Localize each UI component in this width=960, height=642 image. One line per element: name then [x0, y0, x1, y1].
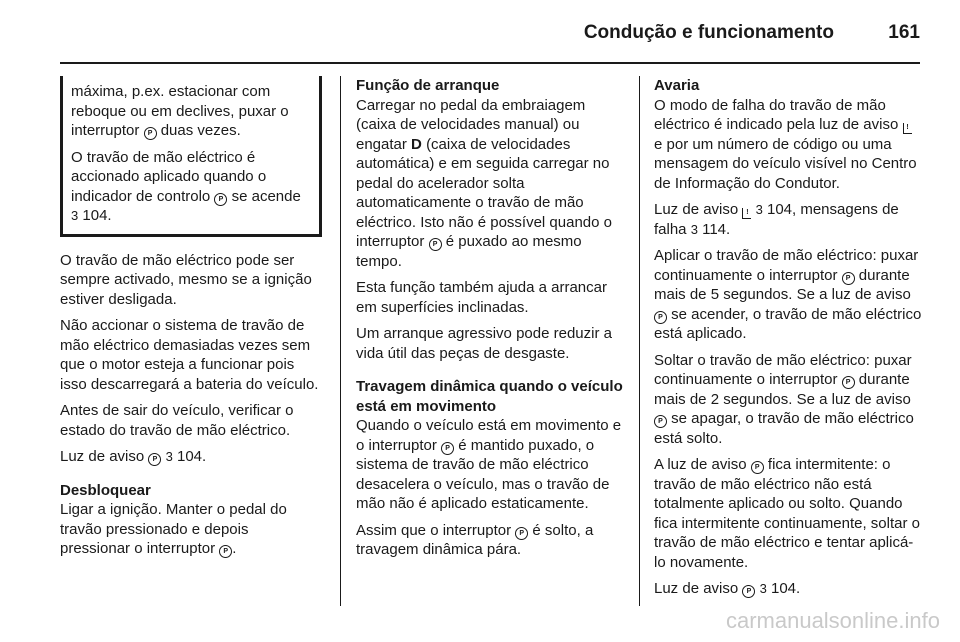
parking-brake-icon: P: [144, 127, 157, 140]
paragraph: Assim que o interruptor P é solto, a travagem dinâmica pára.: [356, 521, 594, 558]
note-paragraph-1: máxima, p.ex. estacionar com reboque ou em declives, puxar o interruptor P duas vezes.: [71, 83, 289, 139]
column-2: [356, 76, 628, 567]
column-1: [60, 76, 322, 566]
paragraph: Luz de aviso P 3 104.: [654, 580, 801, 597]
column-divider-1: [340, 76, 341, 606]
section-heading-unlock: Desbloquear: [60, 481, 151, 499]
page-ref-link[interactable]: 114.: [702, 220, 731, 238]
page-ref-link[interactable]: 104.: [770, 580, 801, 597]
paragraph: Antes de sair do veículo, verificar o estado do travão de mão eléctrico.: [60, 402, 294, 439]
parking-brake-icon: P: [441, 442, 454, 455]
paragraph: Não accionar o sistema de travão de mão eléctrico demasiadas vezes sem que o motor esteja a funcionar pois isso descarregará a bateria do veículo.: [60, 317, 319, 393]
parking-brake-icon: P: [515, 527, 528, 540]
page-ref-arrow-icon: 3: [71, 208, 79, 223]
paragraph: Soltar o travão de mão eléctrico: puxar continuamente o interruptor P durante mais de 2 segundos. Se a luz de aviso P se apagar, o travão de mão eléctrico está solto.: [654, 351, 914, 447]
note-box: [60, 76, 322, 237]
paragraph: A luz de aviso P fica intermitente: o travão de mão eléctrico não está totalmente aplicado ou solto. Quando fica intermitente continuamente, soltar o travão de mão eléctrico e tentar aplicá-lo novamente.: [654, 456, 920, 571]
paragraph: Esta função também ajuda a arrancar em superfícies inclinadas.: [356, 279, 607, 316]
parking-brake-icon: P: [742, 585, 755, 598]
page-ref-arrow-icon: 3: [759, 581, 767, 596]
paragraph: Ligar a ignição. Manter o pedal do travão pressionado e depois pressionar o interruptor P .: [60, 501, 287, 557]
page-ref-arrow-icon: 3: [755, 202, 763, 217]
page-ref-link[interactable]: 104.: [82, 207, 112, 224]
note-paragraph-2: O travão de mão eléctrico é accionado aplicado quando o indicador de controlo P se acende 3 104.: [71, 148, 301, 224]
column-3: [654, 76, 922, 606]
parking-brake-icon: P: [751, 461, 764, 474]
paragraph: Um arranque agressivo pode reduzir a vida útil das peças de desgaste.: [356, 325, 612, 362]
paragraph: Quando o veículo está em movimento e o interruptor P é mantido puxado, o sistema de travão de mão eléctrico desacelera o veículo, mas o travão de mão não é aplicado estaticamente.: [356, 417, 622, 512]
page-number: 161: [888, 22, 920, 43]
column-divider-2: [639, 76, 640, 606]
warning-light-icon: !: [742, 208, 751, 219]
page-title: Condução e funcionamento: [583, 22, 834, 43]
paragraph: Aplicar o travão de mão eléctrico: puxar continuamente o interruptor P durante mais de 5 segundos. Se a luz de aviso P se acender, o travão de mão eléctrico está aplicado.: [654, 247, 922, 342]
paragraph: O travão de mão eléctrico pode ser sempre activado, mesmo se a ignição estiver desligada.: [60, 251, 312, 308]
parking-brake-icon: P: [148, 453, 161, 466]
page-ref-arrow-icon: 3: [165, 449, 173, 464]
paragraph: Luz de aviso P 3 104.: [60, 448, 207, 465]
page-ref-arrow-icon: 3: [690, 221, 698, 237]
watermark: carmanualsonline.info: [725, 608, 940, 633]
paragraph: O modo de falha do travão de mão eléctrico é indicado pela luz de aviso ! e por um número de código ou uma mensagem do veículo visível no Centro de Informação do Condutor.: [654, 96, 917, 192]
section-heading-start-function: Função de arranque: [356, 77, 500, 94]
parking-brake-icon: P: [219, 545, 232, 558]
header-rule: [60, 62, 920, 64]
parking-brake-icon: P: [842, 272, 855, 285]
paragraph: Carregar no pedal da embraiagem (caixa de velocidades manual) ou engatar D (caixa de velocidades automática) e em seguida carregar no pedal do acelerador solta automaticamente o travão de mão eléctrico. Isto não é possível quando o interruptor P é puxado ao mesmo tempo.: [356, 96, 612, 270]
page-ref-link[interactable]: 104.: [176, 448, 207, 465]
warning-light-icon: !: [903, 123, 912, 134]
parking-brake-icon: P: [429, 238, 442, 251]
section-heading-fault: Avaria: [654, 77, 700, 94]
parking-brake-icon: P: [654, 311, 667, 324]
parking-brake-icon: P: [842, 376, 855, 389]
parking-brake-icon: P: [654, 415, 667, 428]
section-heading-dynamic-braking: Travagem dinâmica quando o veículo está em movimento: [356, 378, 623, 415]
parking-brake-icon: P: [214, 193, 227, 206]
paragraph: Luz de aviso ! 3 104, mensagens de falha 3 114.: [654, 201, 899, 238]
